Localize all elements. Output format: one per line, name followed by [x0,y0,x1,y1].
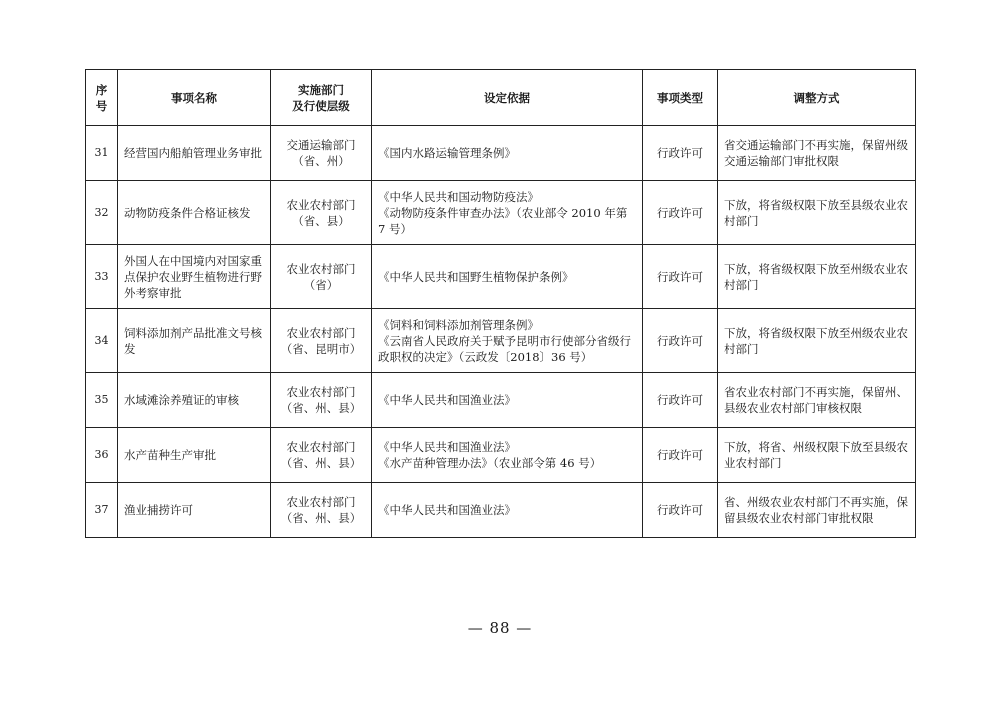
dept-line: （省、州、县） [280,456,362,470]
item-type: 行政许可 [643,428,718,483]
table-row [86,245,916,309]
header-name: 事项名称 [118,70,271,126]
row-number: 36 [86,428,118,483]
table-body [86,126,916,538]
basis-line: 《云南省人民政府关于赋予昆明市行使部分省级行政职权的决定》（云政发〔2018〕36 号） [378,333,631,364]
table-row [86,483,916,538]
header-dept [271,70,372,126]
dept-line: 交通运输部门 [286,138,356,152]
basis-cell [372,373,643,428]
header-no [86,70,118,126]
table-row [86,309,916,373]
row-number: 33 [86,245,118,309]
dept-line: （省、州、县） [280,511,362,525]
dept-cell [271,309,372,373]
dept-cell [271,245,372,309]
basis-cell [372,309,643,373]
basis-line: 《中华人民共和国动物防疫法》 [378,189,539,204]
basis-line: 《水产苗种管理办法》（农业部令第 46 号） [378,456,602,470]
basis-line: 《中华人民共和国野生植物保护条例》 [378,269,574,284]
header-no-line1: 序 [95,82,108,97]
dept-line: 农业农村部门 [286,261,356,276]
adjust-method: 省农业农村部门不再实施，保留州、县级农业农村部门审核权限 [718,373,916,428]
header-no-line2: 号 [95,98,108,113]
table-row [86,126,916,181]
basis-line: 《中华人民共和国渔业法》 [378,393,516,407]
dept-cell [271,126,372,181]
item-name: 渔业捕捞许可 [118,483,271,538]
basis-cell [372,245,643,309]
basis-cell [372,126,643,181]
header-type: 事项类型 [643,70,718,126]
basis-line: 《中华人民共和国渔业法》 [378,503,516,517]
item-name: 动物防疫条件合格证核发 [118,181,271,245]
header-basis: 设定依据 [372,70,643,126]
item-type: 行政许可 [643,245,718,309]
row-number: 31 [86,126,118,181]
row-number: 32 [86,181,118,245]
dept-line: 农业农村部门 [286,385,356,399]
dept-cell [271,483,372,538]
dept-cell [271,428,372,483]
basis-line: 《中华人民共和国渔业法》 [378,440,516,454]
item-name: 水产苗种生产审批 [118,428,271,483]
page-number: — 88 — [467,619,533,637]
item-name: 经营国内船舶管理业务审批 [118,126,271,181]
dept-line: 农业农村部门 [286,197,356,212]
adjust-method: 下放，将省级权限下放至县级农业农村部门 [718,181,916,245]
item-type: 行政许可 [643,483,718,538]
basis-cell [372,483,643,538]
dept-line: 农业农村部门 [286,495,356,509]
dept-line: （省） [303,277,339,292]
basis-line: 《饲料和饲料添加剂管理条例》 [378,317,539,332]
table-row [86,428,916,483]
basis-cell [372,428,643,483]
row-number: 37 [86,483,118,538]
basis-line: 《动物防疫条件审查办法》（农业部令 2010 年第 7 号） [378,205,628,236]
table-row [86,373,916,428]
row-number: 34 [86,309,118,373]
basis-cell [372,181,643,245]
dept-line: （省、县） [292,213,350,228]
item-name: 饲料添加剂产品批准文号核发 [118,309,271,373]
table-row [86,181,916,245]
row-number: 35 [86,373,118,428]
items-table [85,69,916,538]
dept-cell [271,373,372,428]
adjust-method: 下放，将省、州级权限下放至县级农业农村部门 [718,428,916,483]
dept-line: 农业农村部门 [286,440,356,454]
item-type: 行政许可 [643,373,718,428]
item-type: 行政许可 [643,309,718,373]
item-type: 行政许可 [643,181,718,245]
adjust-method: 下放，将省级权限下放至州级农业农村部门 [718,245,916,309]
item-type: 行政许可 [643,126,718,181]
dept-cell [271,181,372,245]
dept-line: （省、昆明市） [280,341,362,356]
item-name: 外国人在中国境内对国家重点保护农业野生植物进行野外考察审批 [118,245,271,309]
dept-line: （省、州、县） [280,401,362,415]
table-header-row [86,70,916,126]
adjust-method: 省、州级农业农村部门不再实施，保留县级农业农村部门审批权限 [718,483,916,538]
basis-line: 《国内水路运输管理条例》 [378,146,516,160]
header-dept-line2: 及行使层级 [292,98,350,113]
item-name: 水域滩涂养殖证的审核 [118,373,271,428]
adjust-method: 省交通运输部门不再实施，保留州级交通运输部门审批权限 [718,126,916,181]
header-dept-line1: 实施部门 [298,82,344,97]
header-adjust: 调整方式 [718,70,916,126]
dept-line: （省、州） [292,154,350,168]
adjust-method: 下放，将省级权限下放至州级农业农村部门 [718,309,916,373]
dept-line: 农业农村部门 [286,325,356,340]
